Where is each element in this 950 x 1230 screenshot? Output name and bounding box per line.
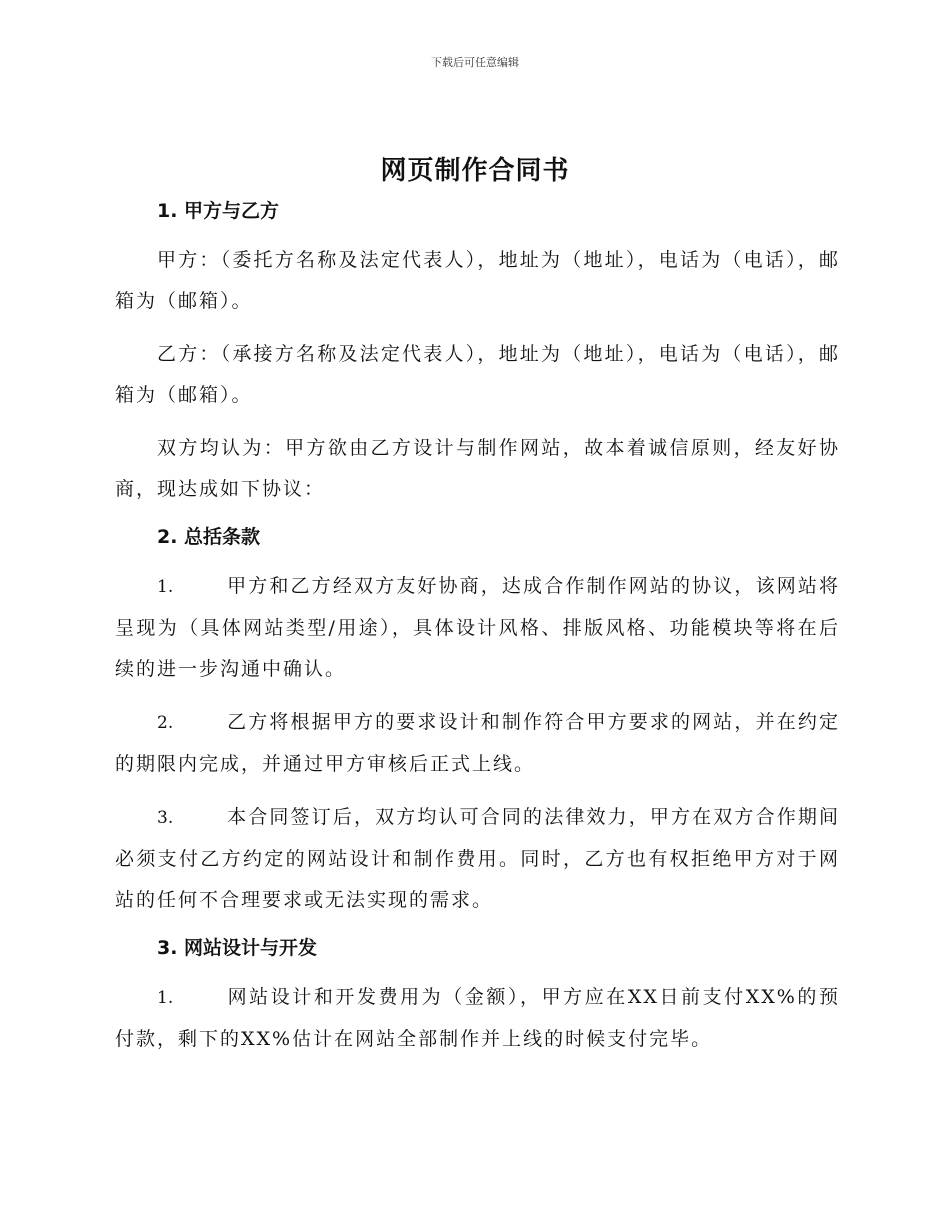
party-a-paragraph: 甲方：（委托方名称及法定代表人），地址为（地址），电话为（电话），邮箱为（邮箱）。 [115, 249, 840, 312]
document-title: 网页制作合同书 [380, 156, 570, 186]
section-heading-1: 1. 甲方与乙方 [157, 200, 280, 222]
party-b-paragraph: 乙方：（承接方名称及法定代表人），地址为（地址），电话为（电话），邮箱为（邮箱）。 [115, 343, 840, 406]
clause-text: 甲方和乙方经双方友好协商，达成合作制作网站的协议，该网站将呈现为（具体网站类型/用途），具体设计风格、排版风格、功能模块等将在后续的进一步沟通中确认。 [115, 575, 840, 680]
clause-item [115, 566, 840, 690]
clause-number: 1. [157, 577, 174, 597]
clause-item [115, 977, 840, 1060]
clause-number: 3. [157, 808, 174, 828]
section-heading-3: 3. 网站设计与开发 [157, 937, 318, 959]
section-heading-2: 2. 总括条款 [157, 526, 261, 548]
agreement-intro-paragraph: 双方均认为：甲方欲由乙方设计与制作网站，故本着诚信原则，经友好协商，现达成如下协议： [115, 437, 840, 500]
clause-number: 2. [157, 713, 174, 733]
clause-text: 网站设计和开发费用为（金额），甲方应在XX日前支付XX%的预付款，剩下的XX%估计在网站全部制作并上线的时候支付完毕。 [115, 986, 840, 1050]
clause-item [115, 702, 840, 785]
clause-text: 本合同签订后，双方均认可合同的法律效力，甲方在双方合作期间必须支付乙方约定的网站设计和制作费用。同时，乙方也有权拒绝甲方对于网站的任何不合理要求或无法实现的需求。 [115, 806, 840, 911]
clause-text: 乙方将根据甲方的要求设计和制作符合甲方要求的网站，并在约定的期限内完成，并通过甲方审核后正式上线。 [115, 711, 840, 775]
document-body [115, 196, 840, 1072]
header-note: 下载后可任意编辑 [431, 56, 519, 69]
clause-number: 1. [157, 988, 174, 1008]
clause-item [115, 797, 840, 921]
